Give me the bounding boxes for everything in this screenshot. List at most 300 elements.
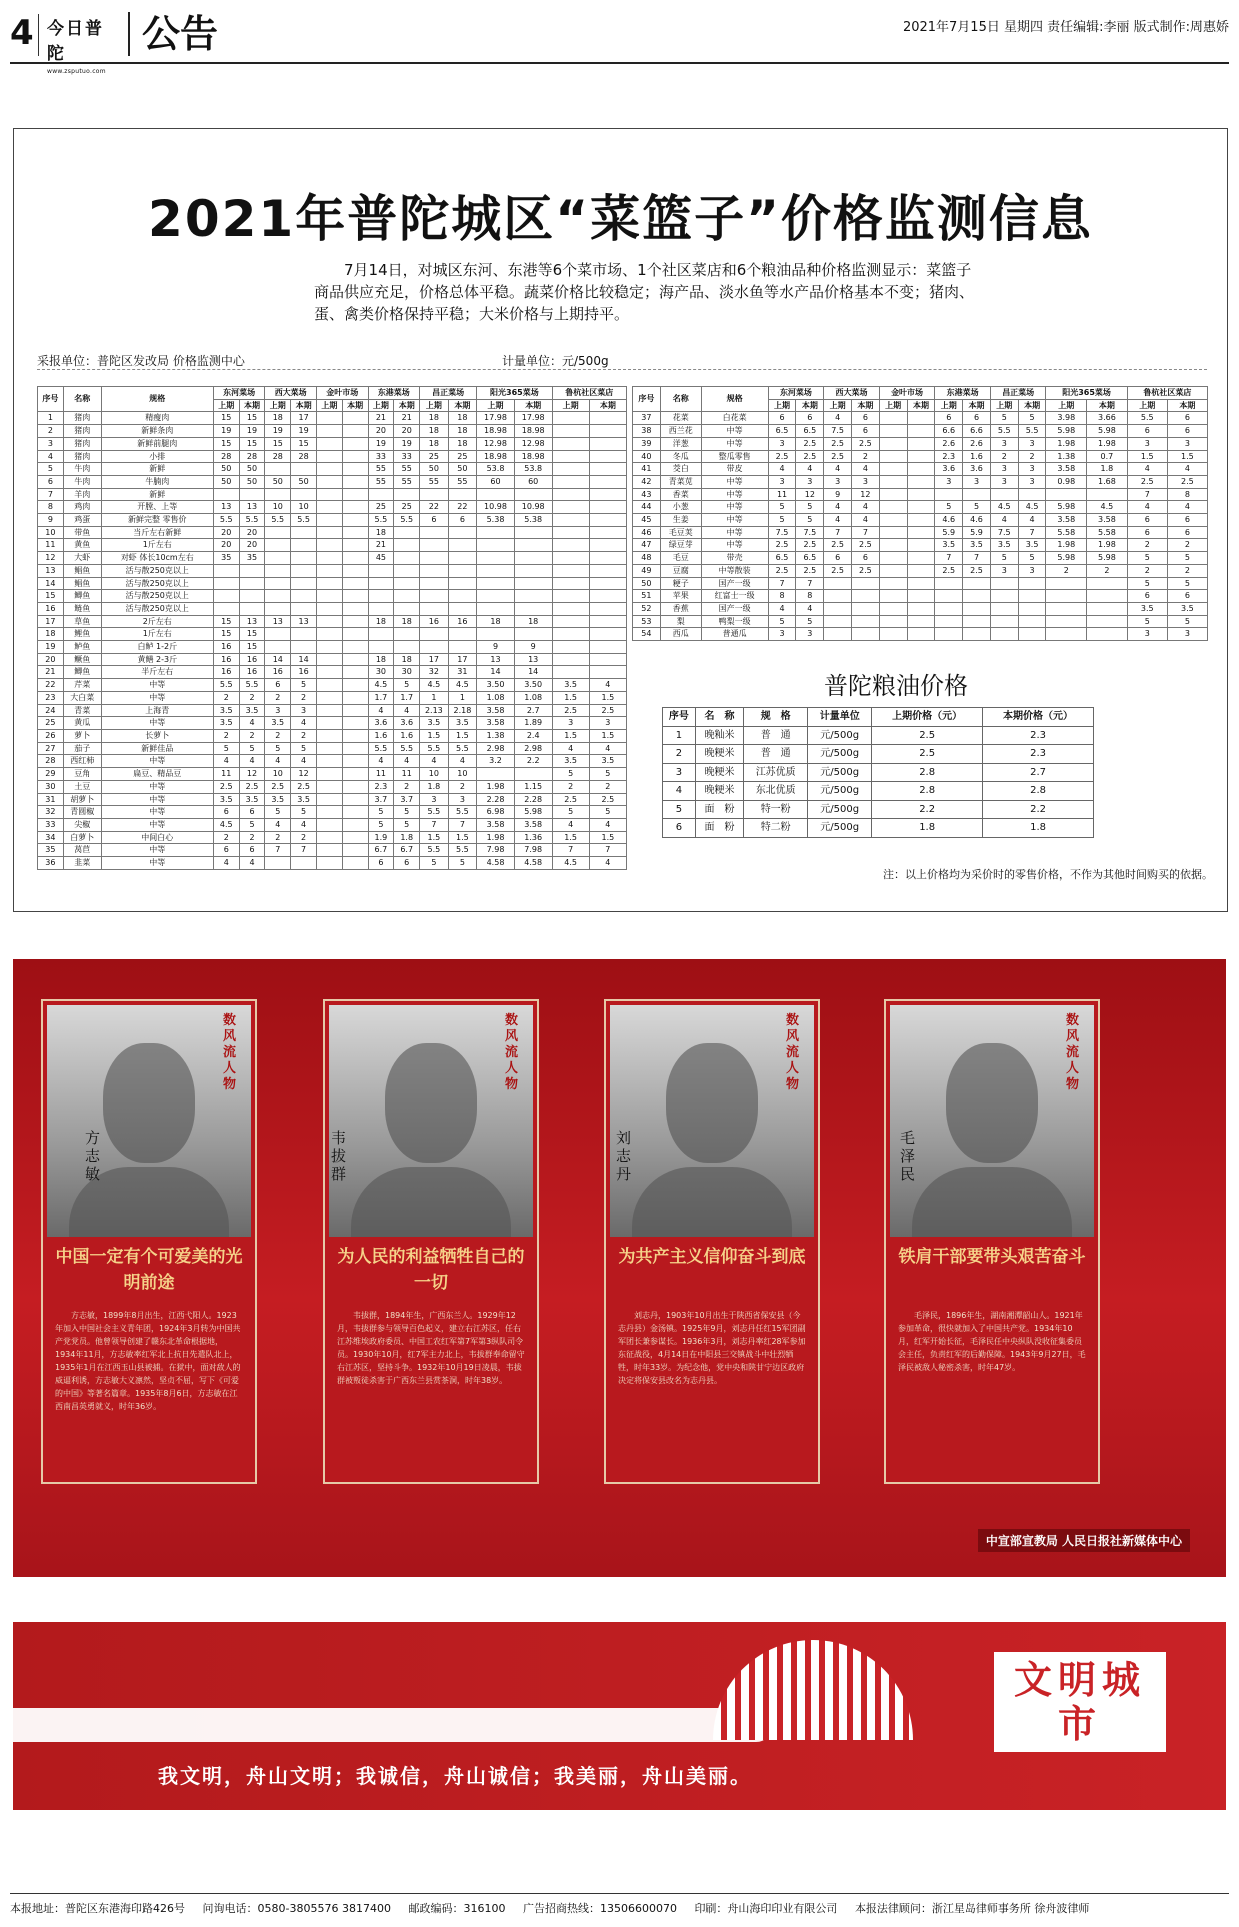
- table-cell: [448, 564, 477, 577]
- table-cell: 新鲜前腿肉: [101, 437, 213, 450]
- table-cell: 17: [420, 653, 449, 666]
- table-cell: 东北优质: [744, 782, 808, 801]
- table-row: [633, 615, 1208, 628]
- table-cell: 西兰花: [660, 425, 701, 438]
- table-cell: [879, 412, 907, 425]
- grain-title: 普陀粮油价格: [824, 672, 968, 700]
- table-cell: 7: [38, 488, 64, 501]
- table-cell: 14: [291, 653, 317, 666]
- table-row: [38, 539, 627, 552]
- table-cell: 元/500g: [808, 782, 872, 801]
- table-cell: 2.5: [768, 450, 796, 463]
- table-cell: 5.5: [394, 742, 420, 755]
- table-cell: 18: [448, 425, 477, 438]
- table-cell: 18: [514, 615, 552, 628]
- section-title: 公告: [128, 12, 218, 56]
- table-cell: 2: [1167, 539, 1207, 552]
- table-cell: 3: [824, 475, 852, 488]
- table-row: [38, 768, 627, 781]
- table-cell: 茄子: [63, 742, 101, 755]
- table-cell: [552, 615, 589, 628]
- table-cell: 3: [38, 437, 64, 450]
- table-cell: [852, 615, 880, 628]
- table-cell: 1.5: [552, 691, 589, 704]
- table-row: [633, 539, 1208, 552]
- table-cell: 4.5: [420, 679, 449, 692]
- table-cell: [342, 666, 368, 679]
- table-cell: 中等: [701, 514, 768, 527]
- table-cell: 3: [1018, 463, 1046, 476]
- table-cell: [448, 577, 477, 590]
- table-cell: 1.6: [368, 729, 394, 742]
- table-cell: 6: [1127, 590, 1167, 603]
- table-cell: [316, 691, 342, 704]
- table-cell: 香菜: [660, 488, 701, 501]
- hero-slogan: 为共产主义信仰奋斗到底: [618, 1247, 806, 1267]
- table-cell: 0.98: [1046, 475, 1087, 488]
- hero-card: [604, 999, 820, 1484]
- table-cell: [552, 450, 589, 463]
- column-header: 昌正菜场: [990, 387, 1046, 400]
- table-cell: [342, 450, 368, 463]
- table-cell: [589, 475, 626, 488]
- column-header: 西大菜场: [265, 387, 317, 400]
- sub-header: 上期: [213, 399, 239, 412]
- table-cell: [514, 552, 552, 565]
- sub-header: 上期: [1046, 399, 1087, 412]
- table-cell: 54: [633, 628, 661, 641]
- table-cell: 5.58: [1087, 526, 1128, 539]
- table-cell: 2: [265, 691, 291, 704]
- table-row: [38, 564, 627, 577]
- table-cell: 5: [38, 463, 64, 476]
- header-row: [38, 387, 627, 400]
- table-row: [38, 514, 627, 527]
- table-row: [38, 844, 627, 857]
- sub-header: 本期: [907, 399, 935, 412]
- table-row: [38, 526, 627, 539]
- table-cell: [589, 539, 626, 552]
- table-cell: [552, 425, 589, 438]
- table-cell: [448, 539, 477, 552]
- table-cell: [316, 818, 342, 831]
- table-cell: [907, 602, 935, 615]
- table-cell: 4: [1127, 463, 1167, 476]
- table-cell: [342, 844, 368, 857]
- table-cell: 3: [963, 475, 991, 488]
- table-cell: [514, 577, 552, 590]
- sub-header: 上期: [935, 399, 963, 412]
- table-cell: [552, 488, 589, 501]
- table-cell: 2.5: [852, 539, 880, 552]
- table-cell: [342, 602, 368, 615]
- table-cell: 20: [239, 539, 265, 552]
- table-cell: 5.5: [1018, 425, 1046, 438]
- table-cell: 2.7: [514, 704, 552, 717]
- table-cell: 萝卜: [63, 729, 101, 742]
- table-cell: [589, 463, 626, 476]
- table-cell: [342, 628, 368, 641]
- table-cell: [368, 577, 394, 590]
- table-cell: 5: [448, 857, 477, 870]
- table-cell: 14: [38, 577, 64, 590]
- table-cell: 3: [291, 704, 317, 717]
- table-cell: 小葱: [660, 501, 701, 514]
- table-row: [633, 412, 1208, 425]
- table-cell: [342, 412, 368, 425]
- table-cell: [265, 857, 291, 870]
- table-cell: 带皮: [701, 463, 768, 476]
- table-cell: 5: [213, 742, 239, 755]
- table-cell: [879, 615, 907, 628]
- table-cell: [448, 590, 477, 603]
- footer-ad-hotline: 广告招商热线：13506600070: [522, 1902, 677, 1915]
- table-row: [38, 501, 627, 514]
- table-cell: 绿豆芽: [660, 539, 701, 552]
- table-cell: [420, 628, 449, 641]
- table-cell: 特一粉: [744, 800, 808, 819]
- table-row: [633, 437, 1208, 450]
- table-cell: 元/500g: [808, 819, 872, 838]
- table-cell: 2: [1046, 564, 1087, 577]
- table-cell: 5: [239, 818, 265, 831]
- table-cell: 1.89: [514, 717, 552, 730]
- table-cell: 1.98: [1087, 437, 1128, 450]
- table-cell: 50: [213, 463, 239, 476]
- table-cell: 1.5: [589, 831, 626, 844]
- table-cell: [342, 755, 368, 768]
- table-cell: [316, 526, 342, 539]
- table-cell: 青菜苋: [660, 475, 701, 488]
- table-cell: [316, 704, 342, 717]
- table-cell: 19: [239, 425, 265, 438]
- table-cell: [316, 463, 342, 476]
- table-cell: 4.5: [1018, 501, 1046, 514]
- table-row: [38, 590, 627, 603]
- table-cell: 2.3: [983, 726, 1094, 745]
- table-cell: [316, 755, 342, 768]
- table-cell: 2.5: [291, 780, 317, 793]
- table-cell: 4: [796, 463, 824, 476]
- sub-header: 本期: [796, 399, 824, 412]
- header-rule: [10, 62, 1229, 64]
- table-cell: 18: [368, 653, 394, 666]
- table-cell: 28: [265, 450, 291, 463]
- table-cell: [552, 526, 589, 539]
- table-cell: 5.5: [448, 844, 477, 857]
- table-cell: [342, 526, 368, 539]
- table-cell: 55: [368, 463, 394, 476]
- column-header: 规格: [701, 387, 768, 412]
- table-cell: [420, 590, 449, 603]
- table-cell: 5: [796, 501, 824, 514]
- table-cell: 2.2: [514, 755, 552, 768]
- table-cell: [342, 742, 368, 755]
- table-cell: 5: [796, 514, 824, 527]
- table-cell: [935, 590, 963, 603]
- column-header: 序号: [663, 708, 696, 727]
- table-cell: 18: [420, 437, 449, 450]
- table-cell: 5.5: [213, 679, 239, 692]
- table-cell: [907, 501, 935, 514]
- table-cell: [316, 729, 342, 742]
- table-cell: [879, 552, 907, 565]
- table-cell: 红富士一级: [701, 590, 768, 603]
- table-cell: 2.5: [796, 450, 824, 463]
- table-cell: [316, 844, 342, 857]
- table-cell: 4: [824, 514, 852, 527]
- table-cell: 2.5: [852, 564, 880, 577]
- table-cell: 国产一级: [701, 602, 768, 615]
- table-cell: [879, 463, 907, 476]
- table-cell: 3.5: [1127, 602, 1167, 615]
- table-cell: [963, 590, 991, 603]
- table-cell: [589, 577, 626, 590]
- table-cell: 1.7: [368, 691, 394, 704]
- table-cell: 2: [663, 745, 696, 764]
- table-cell: 50: [239, 475, 265, 488]
- table-cell: 20: [38, 653, 64, 666]
- table-cell: [907, 412, 935, 425]
- table-cell: 3: [935, 475, 963, 488]
- table-cell: [265, 564, 291, 577]
- table-cell: [552, 412, 589, 425]
- table-cell: 1.08: [477, 691, 515, 704]
- table-cell: 鳜鱼: [63, 653, 101, 666]
- table-cell: [552, 653, 589, 666]
- table-cell: 3: [552, 717, 589, 730]
- table-cell: [420, 526, 449, 539]
- table-cell: 3: [768, 437, 796, 450]
- table-cell: [265, 463, 291, 476]
- table-cell: [879, 437, 907, 450]
- table-cell: 2.13: [420, 704, 449, 717]
- hero-bio: 方志敏，1899年8月出生，江西弋阳人。1923年加入中国社会主义青年团，1924年3月转为中国共产党党员。他曾领导创建了赣东北革命根据地，1934年11月，方志敏率红军北上抗日先遣队北上，1935年1月在江西玉山县被捕。在狱中，面对敌人的威逼利诱，方志敏大义凛然，坚贞不屈，写下《可爱的中国》等著名篇章。1935年8月6日，方志敏在江西南昌英勇就义，时年36岁。: [55, 1311, 241, 1411]
- table-cell: 5: [552, 768, 589, 781]
- table-cell: [852, 628, 880, 641]
- table-cell: 1: [420, 691, 449, 704]
- table-cell: 2.2: [983, 800, 1094, 819]
- table-cell: 5: [368, 818, 394, 831]
- table-cell: [907, 463, 935, 476]
- table-cell: [879, 564, 907, 577]
- table-cell: 33: [368, 450, 394, 463]
- table-cell: 5.38: [514, 514, 552, 527]
- table-cell: 鲤鱼: [63, 628, 101, 641]
- table-cell: 1: [448, 691, 477, 704]
- table-cell: 20: [394, 425, 420, 438]
- table-cell: [589, 552, 626, 565]
- table-cell: 2.5: [589, 793, 626, 806]
- table-cell: [291, 641, 317, 654]
- table-cell: [589, 653, 626, 666]
- table-cell: 新鲜完整 零售价: [101, 514, 213, 527]
- table-cell: 带壳: [701, 552, 768, 565]
- table-cell: 6: [265, 679, 291, 692]
- table-cell: [552, 666, 589, 679]
- table-cell: 毛豆荚: [660, 526, 701, 539]
- table-cell: 白鲈 1-2斤: [101, 641, 213, 654]
- table-cell: [552, 501, 589, 514]
- table-cell: 17.98: [477, 412, 515, 425]
- table-cell: 7: [796, 577, 824, 590]
- table-cell: 羊肉: [63, 488, 101, 501]
- table-row: [38, 691, 627, 704]
- table-cell: 7: [852, 526, 880, 539]
- table-cell: 鲳鱼: [63, 577, 101, 590]
- table-cell: [1018, 590, 1046, 603]
- table-cell: 8: [796, 590, 824, 603]
- table-cell: [316, 742, 342, 755]
- table-cell: [316, 666, 342, 679]
- table-cell: 3: [990, 437, 1018, 450]
- table-cell: 1.5: [589, 729, 626, 742]
- table-cell: 34: [38, 831, 64, 844]
- table-cell: 6: [935, 412, 963, 425]
- table-cell: 7.98: [477, 844, 515, 857]
- table-cell: 13: [239, 501, 265, 514]
- table-cell: 2: [239, 729, 265, 742]
- table-cell: [316, 628, 342, 641]
- table-cell: [316, 514, 342, 527]
- table-cell: [935, 615, 963, 628]
- table-cell: 37: [633, 412, 661, 425]
- table-cell: 生姜: [660, 514, 701, 527]
- table-cell: 31: [38, 793, 64, 806]
- table-cell: 13: [38, 564, 64, 577]
- table-cell: [368, 641, 394, 654]
- sub-header: 本期: [1167, 399, 1207, 412]
- table-row: [633, 501, 1208, 514]
- table-cell: [316, 564, 342, 577]
- table-cell: 2: [239, 831, 265, 844]
- table-cell: 2.5: [824, 539, 852, 552]
- table-cell: [852, 590, 880, 603]
- table-cell: 3: [990, 463, 1018, 476]
- column-header: 名称: [660, 387, 701, 412]
- table-cell: [514, 602, 552, 615]
- table-cell: 1.36: [514, 831, 552, 844]
- table-cell: 5.98: [1087, 425, 1128, 438]
- table-cell: 22: [448, 501, 477, 514]
- table-cell: 27: [38, 742, 64, 755]
- table-cell: 20: [368, 425, 394, 438]
- table-cell: 1: [663, 726, 696, 745]
- table-cell: 5.5: [420, 742, 449, 755]
- table-cell: [342, 704, 368, 717]
- table-cell: [420, 577, 449, 590]
- table-cell: 18: [448, 437, 477, 450]
- sub-header: 上期: [1127, 399, 1167, 412]
- table-cell: 5: [1167, 577, 1207, 590]
- table-cell: 开膛、上等: [101, 501, 213, 514]
- sub-header: 本期: [291, 399, 317, 412]
- table-cell: [477, 488, 515, 501]
- table-cell: 5: [291, 742, 317, 755]
- table-row: [38, 793, 627, 806]
- table-cell: 4: [239, 755, 265, 768]
- table-cell: [477, 526, 515, 539]
- table-cell: [907, 425, 935, 438]
- table-cell: 20: [213, 539, 239, 552]
- table-cell: [589, 526, 626, 539]
- table-cell: 中等: [101, 755, 213, 768]
- table-cell: 2: [239, 691, 265, 704]
- table-cell: 活与散250克以上: [101, 602, 213, 615]
- table-cell: 冬瓜: [660, 450, 701, 463]
- table-cell: [589, 425, 626, 438]
- footer-postcode: 邮政编码：316100: [408, 1902, 506, 1915]
- sub-header: 本期: [448, 399, 477, 412]
- table-cell: 2: [589, 780, 626, 793]
- table-cell: [316, 679, 342, 692]
- table-cell: 2斤左右: [101, 615, 213, 628]
- table-cell: 精瘦肉: [101, 412, 213, 425]
- article-intro: 7月14日，对城区东河、东港等6个菜市场、1个社区菜店和6个粮油品种价格监测显示：菜篮子商品供应充足，价格总体平稳。蔬菜价格比较稳定；海产品、淡水鱼等水产品价格基本不变；猪肉、蛋、禽类价格保持平稳；大米价格与上期持平。: [314, 261, 975, 323]
- table-cell: 江苏优质: [744, 763, 808, 782]
- table-cell: 洋葱: [660, 437, 701, 450]
- table-cell: 1.98: [1087, 539, 1128, 552]
- table-cell: 青圆椒: [63, 806, 101, 819]
- table-cell: 47: [633, 539, 661, 552]
- table-cell: 2: [990, 450, 1018, 463]
- table-cell: [265, 539, 291, 552]
- table-cell: 5: [1018, 412, 1046, 425]
- hero-bio: 毛泽民，1896年生，湖南湘潭韶山人。1921年参加革命，很快就加入了中国共产党。1934年10月，红军开始长征，毛泽民任中央纵队没收征集委员会主任，负责红军的后勤保障。1943年9月27日，毛泽民被敌人秘密杀害，时年47岁。: [898, 1311, 1086, 1372]
- column-header: 规 格: [744, 708, 808, 727]
- table-cell: 18: [38, 628, 64, 641]
- table-cell: 3.5: [420, 717, 449, 730]
- measure-unit: 计量单位：元/500g: [502, 354, 609, 368]
- table-cell: [316, 806, 342, 819]
- table-cell: 新鲜佳品: [101, 742, 213, 755]
- column-header: 东河菜场: [213, 387, 265, 400]
- table-cell: [935, 602, 963, 615]
- table-cell: [824, 602, 852, 615]
- table-cell: 17: [291, 412, 317, 425]
- table-cell: [316, 437, 342, 450]
- table-cell: 3.2: [477, 755, 515, 768]
- table-cell: 3.50: [477, 679, 515, 692]
- table-cell: 3.66: [1087, 412, 1128, 425]
- table-cell: 7: [1018, 526, 1046, 539]
- table-cell: [852, 577, 880, 590]
- table-cell: 3.58: [1087, 514, 1128, 527]
- dome-graphic: [713, 1640, 913, 1740]
- table-cell: 9: [824, 488, 852, 501]
- table-cell: 15: [213, 412, 239, 425]
- table-cell: 16: [38, 602, 64, 615]
- table-row: [38, 729, 627, 742]
- sub-header: 本期: [394, 399, 420, 412]
- table-cell: [239, 488, 265, 501]
- table-cell: 整瓜零售: [701, 450, 768, 463]
- table-cell: 15: [38, 590, 64, 603]
- table-row: [38, 450, 627, 463]
- table-cell: [316, 602, 342, 615]
- table-cell: 4: [291, 818, 317, 831]
- hero-bio: 韦拔群，1894年生，广西东兰人。1929年12月，韦拔群参与领导百色起义，建立右江苏区，任右江苏维埃政府委员、中国工农红军第7军第3纵队司令员。1930年10月，红7军主力北上，韦拔群奉命留守右江苏区，坚持斗争。1932年10月19日凌晨，韦拔群被叛徒杀害于广西东兰县赏茶洞，时年38岁。: [337, 1311, 525, 1385]
- table-cell: [213, 564, 239, 577]
- table-cell: 5: [265, 742, 291, 755]
- table-cell: 3: [1018, 564, 1046, 577]
- table-cell: [291, 590, 317, 603]
- table-cell: [1018, 577, 1046, 590]
- table-cell: 豆角: [63, 768, 101, 781]
- table-cell: 3: [589, 717, 626, 730]
- table-cell: 40: [633, 450, 661, 463]
- table-row: [38, 577, 627, 590]
